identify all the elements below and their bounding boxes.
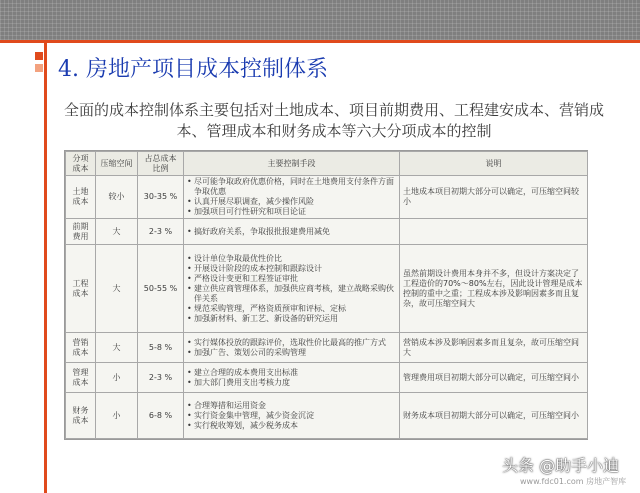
header-bar — [0, 0, 640, 40]
means-item: • 认真开展尽职调查，减少操作风险 — [187, 197, 396, 207]
row-note — [400, 219, 588, 245]
means-item: • 加强广告、策划公司的采购管理 — [187, 348, 396, 358]
means-item: • 规范采购管理，严格资质预审和评标、定标 — [187, 304, 396, 314]
row-item: 管理成本 — [66, 363, 96, 393]
table-header-row — [66, 152, 588, 176]
means-item: • 合理筹措和运用资金 — [187, 401, 396, 411]
row-ratio: 50-55 % — [138, 245, 184, 333]
row-item: 土地成本 — [66, 176, 96, 219]
header-means: 主要控制手段 — [184, 152, 400, 176]
intro-text: 全面的成本控制体系主要包括对土地成本、项目前期费用、工程建安成本、营销成本、管理成本和财务成本等六大分项成本的控制 — [64, 101, 605, 140]
table-row — [66, 176, 588, 219]
row-space: 大 — [96, 333, 138, 363]
row-means — [184, 219, 400, 245]
row-note: 营销成本涉及影响因素多而且复杂，故可压缩空间大 — [400, 333, 588, 363]
row-ratio: 2-3 % — [138, 219, 184, 245]
means-item: • 加强项目可行性研究和项目论证 — [187, 207, 396, 217]
header-ratio: 占总成本比例 — [138, 152, 184, 176]
table-row — [66, 393, 588, 439]
row-space: 小 — [96, 393, 138, 439]
row-space: 较小 — [96, 176, 138, 219]
row-ratio: 30-35 % — [138, 176, 184, 219]
means-item: • 设计单位争取最优性价比 — [187, 254, 396, 264]
cost-control-table-wrapper — [64, 150, 588, 440]
row-means — [184, 245, 400, 333]
slide-title: 4. 房地产项目成本控制体系 — [58, 57, 328, 82]
row-space: 大 — [96, 245, 138, 333]
row-ratio: 6-8 % — [138, 393, 184, 439]
left-accent-line — [44, 40, 47, 493]
means-item: • 搞好政府关系，争取报批报建费用减免 — [187, 227, 396, 237]
row-means — [184, 393, 400, 439]
means-item: • 尽可能争取政府优惠价格，同时在土地费用支付条件方面争取优惠 — [187, 177, 396, 197]
means-item: • 建立供应商管理体系，加强供应商考核，建立战略采购伙伴关系 — [187, 284, 396, 304]
row-means — [184, 333, 400, 363]
row-item: 工程成本 — [66, 245, 96, 333]
row-item: 财务成本 — [66, 393, 96, 439]
row-means — [184, 176, 400, 219]
row-note: 财务成本项目初期大部分可以确定，可压缩空间小 — [400, 393, 588, 439]
header-space: 压缩空间 — [96, 152, 138, 176]
row-space: 大 — [96, 219, 138, 245]
header-item: 分项成本 — [66, 152, 96, 176]
row-note: 虽然前期设计费用本身并不多，但设计方案决定了工程造价的70%～80%左右，因此设计管理是成本控制的重中之重；工程成本涉及影响因素多而且复杂，故可压缩空间大 — [400, 245, 588, 333]
row-space: 小 — [96, 363, 138, 393]
means-item: • 实行媒体投放的跟踪评价，选取性价比最高的推广方式 — [187, 338, 396, 348]
means-item: • 实行资金集中管理，减少资金沉淀 — [187, 411, 396, 421]
accent-square — [35, 52, 43, 60]
accent-square-light — [35, 64, 43, 72]
watermark-brand: 头条 @助手小迪 — [502, 456, 620, 475]
means-item: • 实行税收筹划，减少税务成本 — [187, 421, 396, 431]
means-item: • 建立合理的成本费用支出标准 — [187, 368, 396, 378]
row-ratio: 2-3 % — [138, 363, 184, 393]
table-row — [66, 219, 588, 245]
row-note: 土地成本项目初期大部分可以确定，可压缩空间较小 — [400, 176, 588, 219]
means-item: • 严格设计变更和工程签证审批 — [187, 274, 396, 284]
table-row — [66, 363, 588, 393]
means-item: • 开展设计阶段的成本控制和跟踪设计 — [187, 264, 396, 274]
table-body — [66, 176, 588, 439]
row-item: 营销成本 — [66, 333, 96, 363]
header-note: 说明 — [400, 152, 588, 176]
row-note: 管理费用项目初期大部分可以确定，可压缩空间小 — [400, 363, 588, 393]
header-divider — [0, 40, 640, 43]
means-item: • 加强新材料、新工艺、新设备的研究运用 — [187, 314, 396, 324]
row-ratio: 5-8 % — [138, 333, 184, 363]
means-item: • 加大部门费用支出考核力度 — [187, 378, 396, 388]
cost-control-table — [65, 151, 588, 439]
table-row — [66, 245, 588, 333]
row-means — [184, 363, 400, 393]
row-item: 前期费用 — [66, 219, 96, 245]
watermark-site: www.fdc01.com 房地产智库 — [520, 477, 627, 486]
table-row — [66, 333, 588, 363]
